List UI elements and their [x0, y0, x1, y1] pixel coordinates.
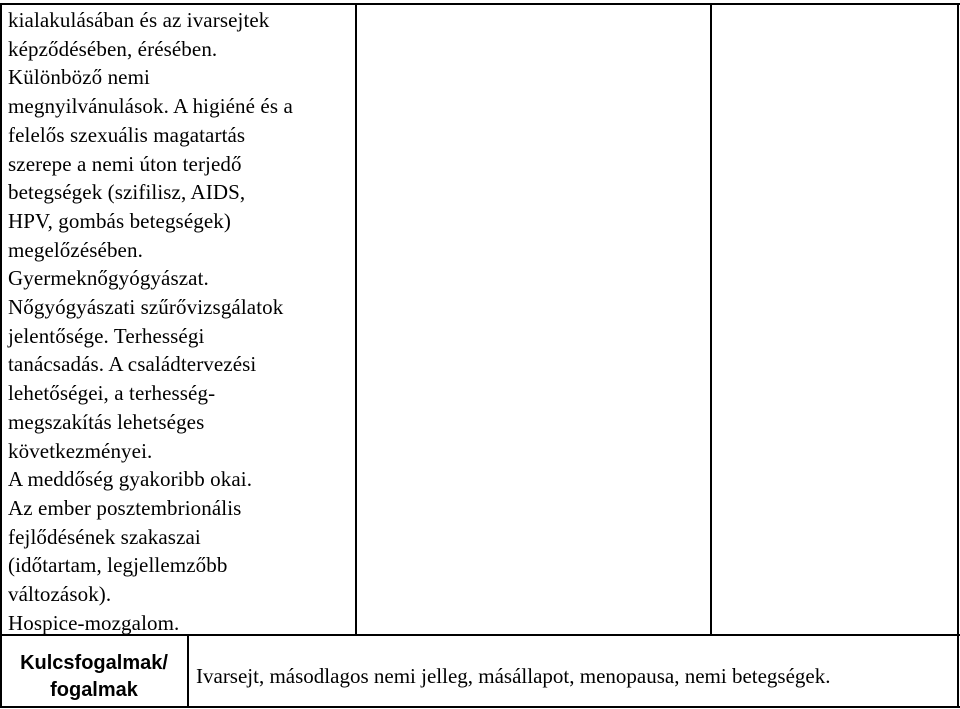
content-cell	[8, 6, 353, 637]
content-line: Hospice-mozgalom.	[8, 610, 180, 635]
keywords-text: Ivarsejt, másodlagos nemi jelleg, másállapot, menopausa, nemi betegségek.	[196, 664, 831, 688]
keywords-label-line: fogalmak	[50, 679, 138, 701]
content-line: A meddőség gyakoribb okai.	[8, 467, 253, 492]
content-line: változások).	[8, 582, 112, 607]
content-line: fejlődésének szakaszai	[8, 524, 201, 549]
content-line: betegségek (szifilisz, AIDS,	[8, 180, 246, 205]
content-line: szerepe a nemi úton terjedő	[8, 151, 242, 176]
content-line: Nőgyógyászati szűrővizsgálatok	[8, 295, 284, 320]
content-line: megelőzésében.	[8, 237, 143, 262]
table-border-bottom	[0, 706, 960, 708]
content-line: megszakítás lehetséges	[8, 409, 205, 434]
keywords-label	[4, 650, 184, 704]
content-line: jelentősége. Terhességi	[8, 323, 205, 348]
table-border-left	[0, 3, 2, 708]
content-line: képződésében, érésében.	[8, 36, 218, 61]
content-line: kialakulásában és az ivarsejtek	[8, 8, 270, 32]
content-line: Különböző nemi	[8, 65, 150, 90]
table-column-divider	[187, 634, 189, 708]
content-line: Gyermeknőgyógyászat.	[8, 266, 209, 291]
content-line: lehetőségei, a terhesség-	[8, 381, 216, 406]
content-line: HPV, gombás betegségek)	[8, 208, 231, 233]
content-line: tanácsadás. A családtervezési	[8, 352, 257, 377]
table-border-right	[957, 3, 959, 708]
content-line: következményei.	[8, 438, 153, 463]
content-line: felelős szexuális magatartás	[8, 122, 246, 147]
table-column-divider	[355, 3, 357, 636]
content-line: (időtartam, legjellemzőbb	[8, 553, 228, 578]
table-border-top	[0, 3, 960, 5]
keywords-label-line: Kulcsfogalmak/	[20, 652, 168, 674]
content-line: megnyilvánulások. A higiéné és a	[8, 94, 293, 119]
content-line: Az ember posztembrionális	[8, 495, 242, 520]
table-column-divider	[710, 3, 712, 636]
